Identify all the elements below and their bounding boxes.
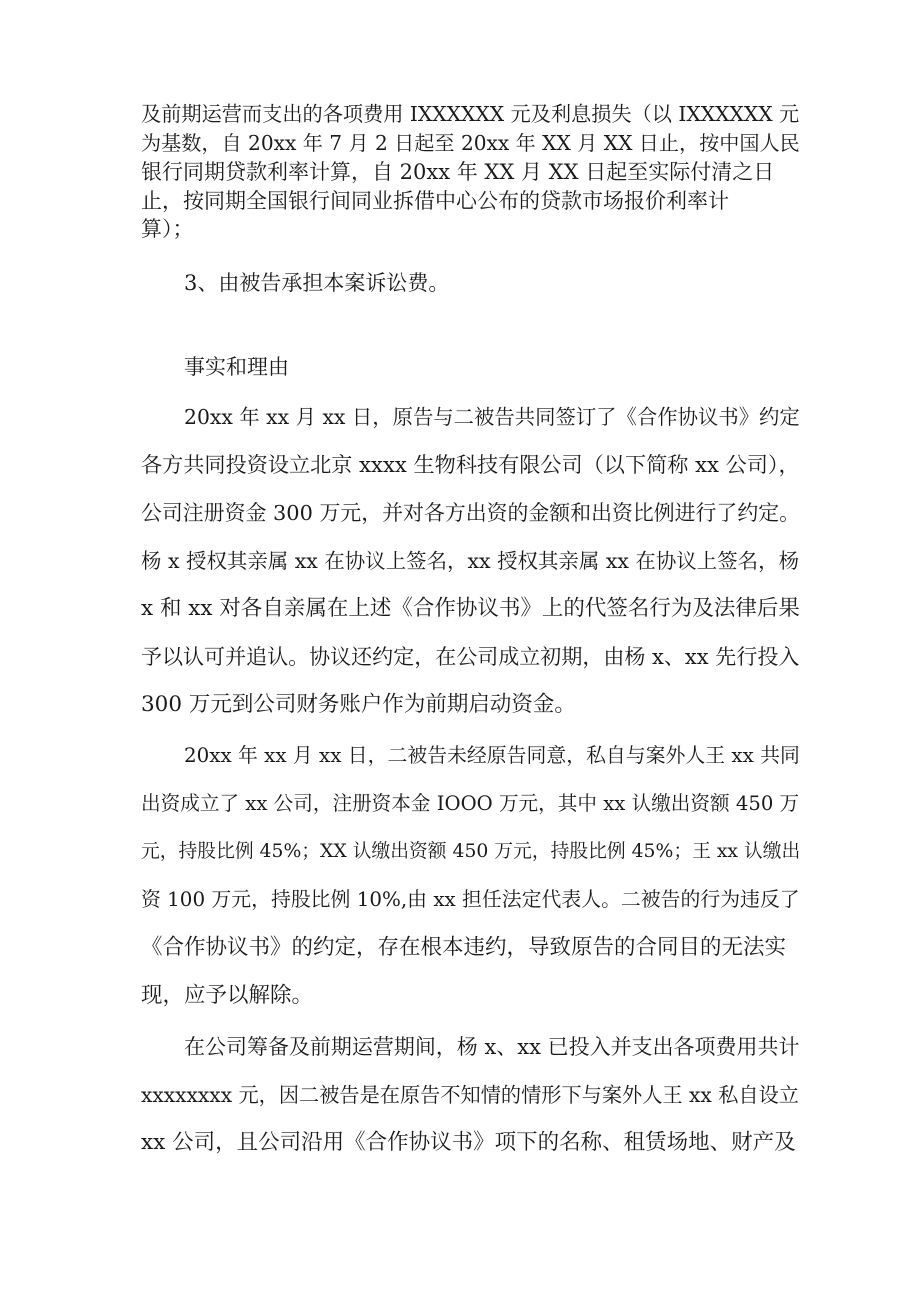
paragraph-line: 杨 x 授权其亲属 xx 在协议上签名，xx 授权其亲属 xx 在协议上签名，杨 [141,549,800,573]
paragraph-line: 出资成立了 xx 公司，注册资本金 IOOO 万元，其中 xx 认缴出资额 450 万 [141,792,800,815]
claim-item-3: 3、由被告承担本案诉讼费。 [184,271,450,295]
intro-line: 算）； [141,217,194,241]
paragraph-line: 在公司筹备及前期运营期间，杨 x、xx 已投入并支出各项费用共计 [184,1035,800,1059]
paragraph-line: 元，持股比例 45%；XX 认缴出资额 450 万元，持股比例 45%；王 xx 认缴出 [141,841,801,862]
intro-line: 为基数，自 20xx 年 7 月 2 日起至 20xx 年 XX 月 XX 日止，按中国人民 [141,131,800,155]
section-heading: 事实和理由 [184,355,289,379]
intro-line: 止，按同期全国银行间同业拆借中心公布的贷款市场报价利率计 [141,189,729,213]
paragraph-line: 20xx 年 xx 月 xx 日，原告与二被告共同签订了《合作协议书》约定 [184,405,800,429]
paragraph-line: xxxxxxxx 元，因二被告是在原告不知情的情形下与案外人王 xx 私自设立 [141,1083,799,1107]
paragraph-line: 资 100 万元，持股比例 10%,由 xx 担任法定代表人。二被告的行为违反了 [141,888,800,911]
paragraph-line: 现，应予以解除。 [141,983,314,1008]
paragraph-line: 予以认可并追认。协议还约定，在公司成立初期，由杨 x、xx 先行投入 [141,644,800,669]
paragraph-line: xx 公司，且公司沿用《合作协议书》项下的名称、租赁场地、财产及 [141,1130,796,1155]
paragraph-line: 《合作协议书》的约定，存在根本违约，导致原告的合同目的无法实 [141,935,787,960]
paragraph-line: 300 万元到公司财务账户作为前期启动资金。 [141,692,576,717]
intro-line: 及前期运营而支出的各项费用 IXXXXXX 元及利息损失（以 IXXXXXX 元 [141,102,800,126]
intro-line: 银行同期贷款利率计算，自 20xx 年 XX 月 XX 日起至实际付清之日 [141,160,775,184]
paragraph-line: 公司注册资金 300 万元，并对各方出资的金额和出资比例进行了约定。 [141,501,800,525]
paragraph-line: 20xx 年 xx 月 xx 日，二被告未经原告同意，私自与案外人王 xx 共同 [184,744,800,767]
paragraph-line: 各方共同投资设立北京 xxxx 生物科技有限公司（以下简称 xx 公司）， [141,452,800,477]
paragraph-line: x 和 xx 对各自亲属在上述《合作协议书》上的代签名行为及法律后果 [141,596,800,621]
